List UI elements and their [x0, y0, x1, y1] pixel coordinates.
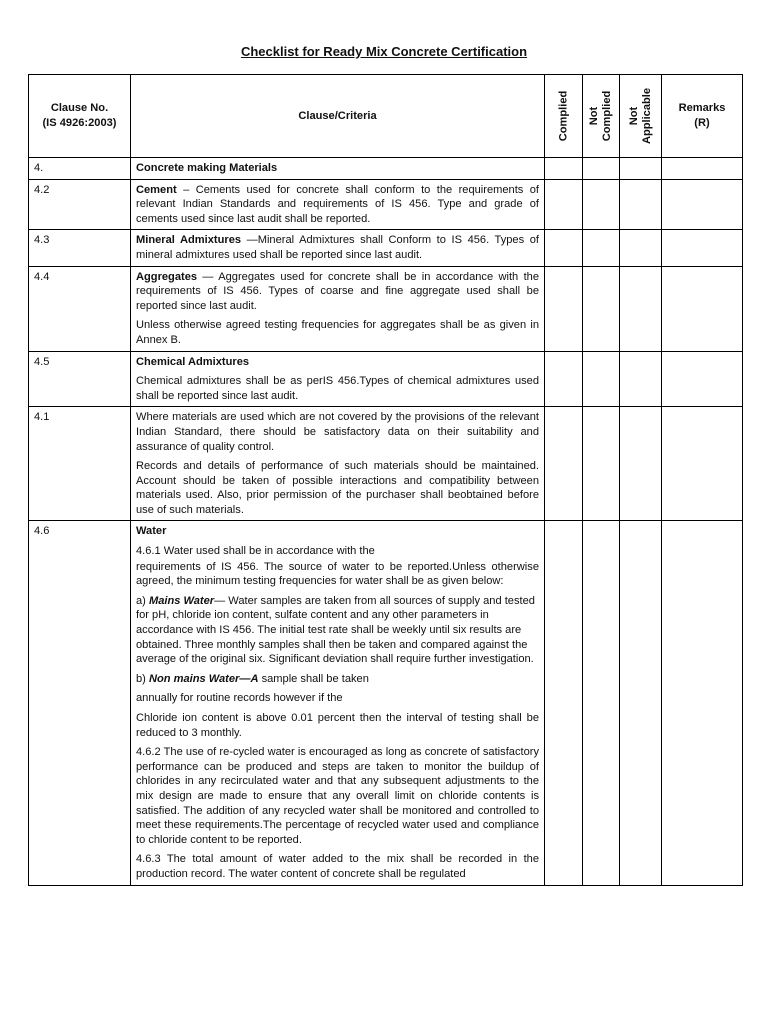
not-complied-cell[interactable] — [583, 179, 620, 230]
complied-cell[interactable] — [545, 158, 583, 180]
table-row — [29, 407, 743, 521]
remarks-cell[interactable] — [662, 158, 743, 180]
remarks-cell[interactable] — [662, 521, 743, 885]
not-applicable-cell[interactable] — [620, 230, 662, 266]
remarks-cell[interactable] — [662, 351, 743, 407]
clause-number: 4.3 — [29, 230, 131, 266]
table-row — [29, 179, 743, 230]
table-row — [29, 521, 743, 885]
not-applicable-cell[interactable] — [620, 266, 662, 351]
clause-criteria: Cement – Cements used for concrete shall conform to the requirements of relevant Indian Standards and requirements of IS 456. Type and grade of cements used since last audit shall be reported. — [131, 179, 545, 230]
header-remarks: Remarks (R) — [662, 75, 743, 158]
clause-number: 4.5 — [29, 351, 131, 407]
complied-cell[interactable] — [545, 407, 583, 521]
table-row — [29, 158, 743, 180]
header-not-applicable: Not Applicable — [620, 75, 662, 158]
document-title: Checklist for Ready Mix Concrete Certification — [240, 44, 528, 59]
clause-criteria: Concrete making Materials — [131, 158, 545, 180]
clause-number: 4.2 — [29, 179, 131, 230]
complied-cell[interactable] — [545, 179, 583, 230]
not-complied-cell[interactable] — [583, 230, 620, 266]
complied-cell[interactable] — [545, 266, 583, 351]
header-clause-no: Clause No. (IS 4926:2003) — [29, 75, 131, 158]
remarks-cell[interactable] — [662, 230, 743, 266]
checklist-table — [28, 74, 743, 886]
header-not-complied: Not Complied — [583, 75, 620, 158]
not-applicable-cell[interactable] — [620, 158, 662, 180]
complied-cell[interactable] — [545, 230, 583, 266]
not-applicable-cell[interactable] — [620, 351, 662, 407]
clause-number: 4.1 — [29, 407, 131, 521]
complied-cell[interactable] — [545, 521, 583, 885]
header-criteria: Clause/Criteria — [131, 75, 545, 158]
remarks-cell[interactable] — [662, 407, 743, 521]
not-complied-cell[interactable] — [583, 521, 620, 885]
not-complied-cell[interactable] — [583, 351, 620, 407]
clause-criteria: Mineral Admixtures —Mineral Admixtures shall Conform to IS 456. Types of mineral admixtures used shall be reported since last audit. — [131, 230, 545, 266]
not-complied-cell[interactable] — [583, 407, 620, 521]
not-applicable-cell[interactable] — [620, 521, 662, 885]
table-row — [29, 266, 743, 351]
clause-criteria: Chemical Admixtures Chemical admixtures shall be as perIS 456.Types of chemical admixtures used shall be reported since last audit. — [131, 351, 545, 407]
header-row — [29, 75, 743, 158]
header-complied: Complied — [545, 75, 583, 158]
clause-criteria: Where materials are used which are not covered by the provisions of the relevant Indian Standard, there should be satisfactory data on their suitability and assurance of quality control. Records and details of performance of such materials should be maintained. Account should be taken of possible interactions and compatibility between materials used. Also, prior permission of the purchaser shall beobtained before use of such materials. — [131, 407, 545, 521]
remarks-cell[interactable] — [662, 179, 743, 230]
clause-number: 4.4 — [29, 266, 131, 351]
not-applicable-cell[interactable] — [620, 407, 662, 521]
table-row — [29, 230, 743, 266]
clause-number: 4. — [29, 158, 131, 180]
complied-cell[interactable] — [545, 351, 583, 407]
table-row — [29, 351, 743, 407]
clause-criteria: Aggregates — Aggregates used for concrete shall be in accordance with the requirements of IS 456. Types of coarse and fine aggregate used shall be reported since last audit. Unless otherwise agreed testing frequencies for aggregates shall be as given in Annex B. — [131, 266, 545, 351]
clause-number: 4.6 — [29, 521, 131, 885]
clause-criteria: Water 4.6.1 Water used shall be in accordance with the requirements of IS 456. The source of water to be reported.Unless otherwise agreed, the minimum testing frequencies for water shall be as given below: a) Mains Water— Water samples are taken from all sources of supply and tested for pH, chloride ion content, sulfate content and any other parameters in accordance with IS 456. The initial test rate shall be weekly until six results are obtained. Three monthly samples shall then be taken and compared against the average of the original six. Significant deviation shall require further investigation. b) Non mains Water—A sample shall be taken annually for routine records however if the Chloride ion content is above 0.01 percent then the interval of testing shall be reduced to 3 monthly. 4.6.2 The use of re-cycled water is encouraged as long as concrete of satisfactory performance can be produced and steps are taken to monitor the buildup of chlorides in any recirculated water and that any subsequent adjustments to the mix design are made to ensure that any overall limit on chloride contents is satisfied. The addition of any recycled water shall be monitored and controlled to meet these requirements.The percentage of recycled water used and compliance to chloride content to be reported. 4.6.3 The total amount of water added to the mix shall be recorded in the production record. The water content of concrete shall be regulated — [131, 521, 545, 885]
not-complied-cell[interactable] — [583, 266, 620, 351]
remarks-cell[interactable] — [662, 266, 743, 351]
not-complied-cell[interactable] — [583, 158, 620, 180]
not-applicable-cell[interactable] — [620, 179, 662, 230]
